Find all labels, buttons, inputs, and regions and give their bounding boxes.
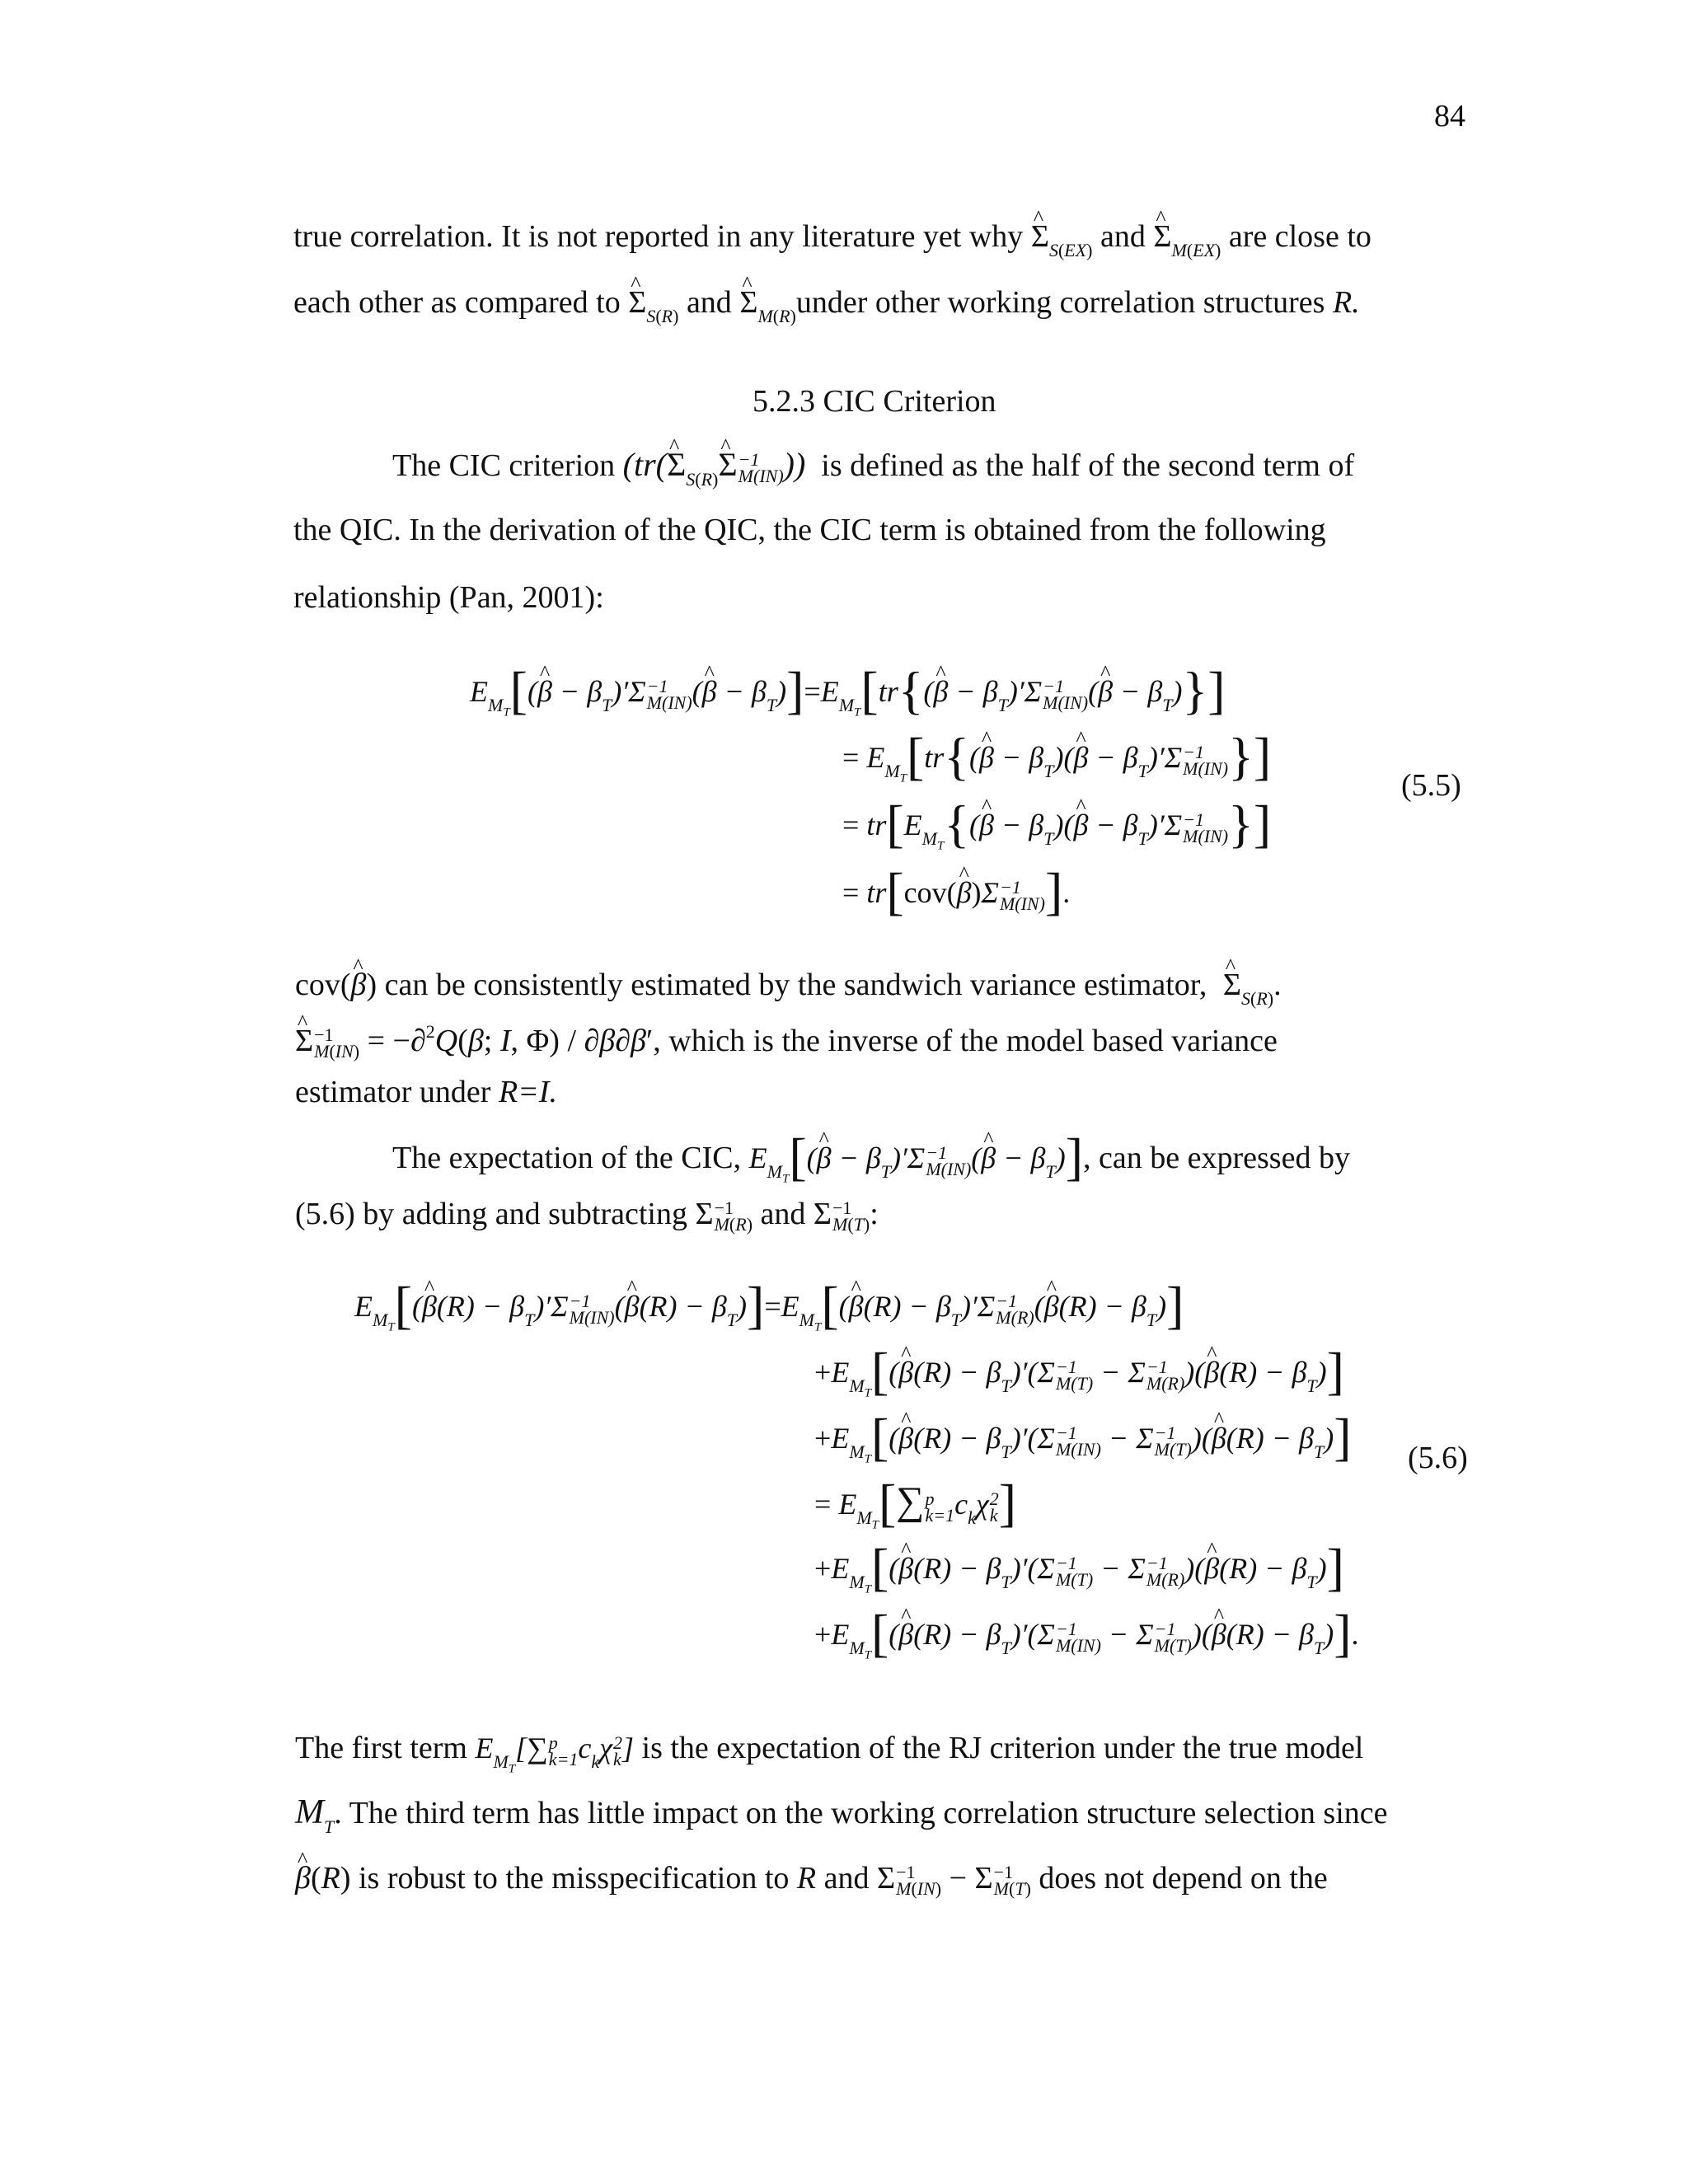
equation-5-6-line-1: $E_{M_T}[(\^{}$ $\beta(R) - \beta_T)'\Sigma$ −1 M(IN) (^ $\beta(R) - \beta_T)]=E_{M_T}[(\^{}$ $\beta(R) - \beta_T)'\Sigma$ −1 M(R) (^ $\beta(R) - \beta_T$)]	[354, 1281, 1184, 1335]
equation-5-5-line-4: = tr[cov(^ β)Σ −1 M(IN) ].	[842, 867, 1070, 912]
equation-5-5-line-1: $E_{M_T}[(\^{}$ $\beta - \beta_T)'\Sigma$ −1 M(IN) (^ $\beta - \beta_T)]=E_{M_T}[tr\{(\^{}$ $\beta - \beta_T)'\Sigma$ −1 M(IN) (^ $\beta - \beta_T$)}]	[470, 666, 1226, 720]
paragraph-5-line-1: The first term $E_{M_T}[\sum$ p k=1 $c_k\chi$ 2 k ] is the expectation of the RJ criterion under the true model	[295, 1731, 1364, 1776]
paragraph-1-line-2: each other as compared to ^ $\Sigma_{S(R)}$ and ^ $\Sigma_{M(R)}under$ other working correlation structures R.	[293, 284, 1360, 326]
paragraph-5-line-2: $M_T$. The third term has little impact on the working correlation structure selection since	[295, 1793, 1388, 1837]
paragraph-4-line-1: The expectation of the CIC, $E_{M_T}[(\^{}$ $\beta - \beta_T)'\Sigma$ −1 M(IN) (^ $\beta - \beta_T$)], can be expressed by	[392, 1132, 1350, 1187]
equation-5-6-line-5: $+E_{M_T}[(\^{}$ $\beta(R) - \beta_T)'(\Sigma$ −1 M(T) − Σ −1 M(R) )(^ $\beta(R) - \beta_T$)]	[814, 1543, 1344, 1597]
paragraph-4-line-2: (5.6) by adding and subtracting Σ −1 M(R) and Σ −1 M(T) :	[295, 1197, 879, 1235]
paragraph-3-line-2: ^ Σ −1 M(IN) = −∂$^2$Q(β; I, Φ) / ∂β∂β′, which is the inverse of the model based variance	[295, 1022, 1278, 1064]
paragraph-1-line-1: true correlation. It is not reported in any literature yet why ^ $\Sigma_{S(EX)}$ and ^ $\Sigma_{M(EX)}$ are close to	[293, 218, 1372, 260]
paragraph-3-line-3: estimator under R=I.	[295, 1075, 557, 1109]
paragraph-5-line-3: ^ β(R) is robust to the misspecification to R and Σ −1 M(IN) − Σ −1 M(T) does not depend on the	[295, 1859, 1328, 1897]
equation-5-5-line-2: = $E_{M_T}[tr\{(\^{}$ $\beta - \beta_T)(\^{}$ $\beta - \beta_T)'\Sigma$ −1 M(IN) }]	[842, 732, 1271, 786]
paragraph-3-line-1: cov(^ β) can be consistently estimated by the sandwich variance estimator, ^ $\Sigma_{S(R)}$.	[295, 966, 1282, 1008]
equation-5-6-line-6: $+E_{M_T}[(\^{}$ $\beta(R) - \beta_T)'(\Sigma$ −1 M(IN) − Σ −1 M(T) )(^ $\beta(R) - \beta_T$)].	[814, 1609, 1359, 1663]
page-number: 84	[1434, 99, 1465, 134]
paragraph-2-line-1: The CIC criterion (tr(^ $\Sigma_{S(R)}\^{}$ Σ −1 M(IN) )) is defined as the half of the second term of	[392, 447, 1354, 488]
section-heading: 5.2.3 CIC Criterion	[753, 384, 996, 419]
equation-5-5-label: (5.5)	[1401, 768, 1461, 803]
equation-5-6-line-3: $+E_{M_T}[(\^{}$ $\beta(R) - \beta_T)'(\Sigma$ −1 M(IN) − Σ −1 M(T) )(^ $\beta(R) - \beta_T$)]	[814, 1413, 1352, 1467]
equation-5-6-line-2: $+E_{M_T}[(\^{}$ $\beta(R) - \beta_T)'(\Sigma$ −1 M(T) − Σ −1 M(R) )(^ $\beta(R) - \beta_T$)]	[814, 1347, 1344, 1401]
equation-5-6-label: (5.6)	[1408, 1441, 1468, 1475]
equation-5-6-line-4: = $E_{M_T}[\sum$ p k=1 $c_k\chi$ 2 k ]	[814, 1474, 1017, 1532]
paragraph-2-line-2: the QIC. In the derivation of the QIC, the CIC term is obtained from the following	[293, 513, 1326, 547]
paragraph-2-line-3: relationship (Pan, 2001):	[293, 580, 604, 615]
equation-5-5-line-3: = $tr[E_{M_T}\{(\^{}$ $\beta - \beta_T)(\^{}$ $\beta - \beta_T)'\Sigma$ −1 M(IN) }]	[842, 799, 1271, 854]
